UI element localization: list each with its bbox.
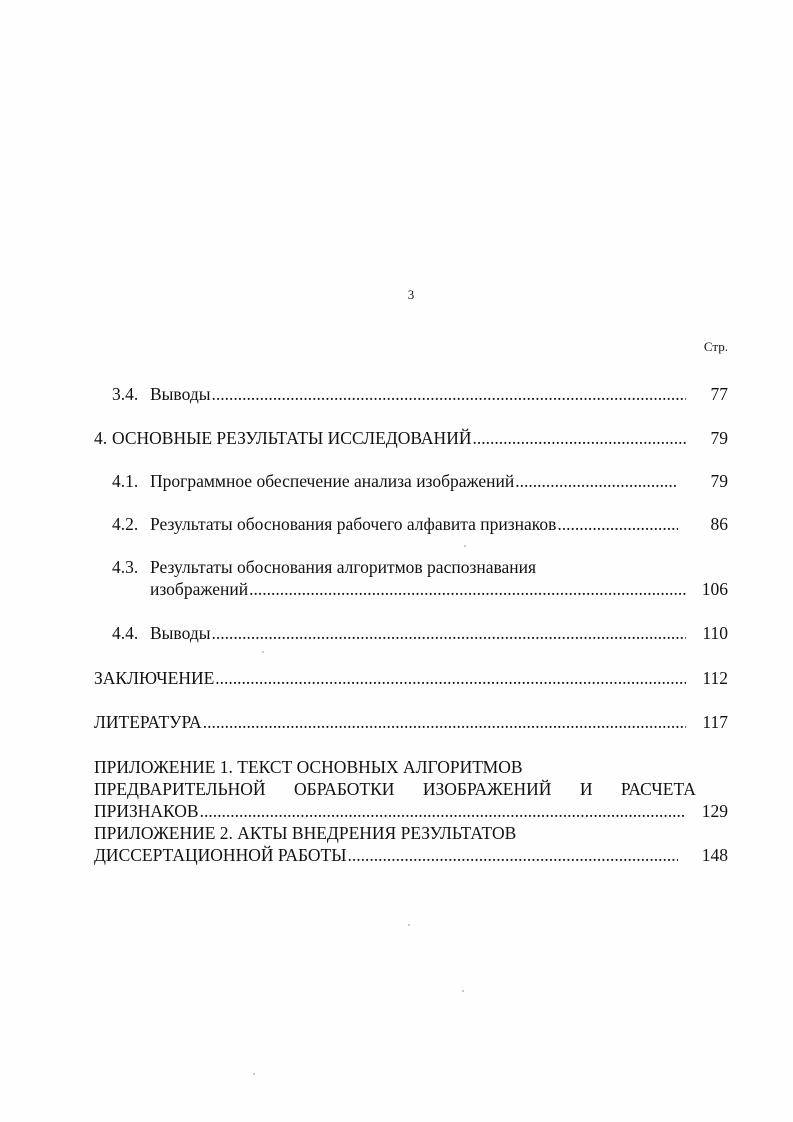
toc-entry-title-line2: изображений: [150, 579, 249, 599]
toc-entry-number: 4.2.: [112, 514, 139, 534]
dot-leader: [203, 711, 686, 733]
scan-speck: [262, 651, 264, 653]
title-word: И: [579, 779, 593, 799]
title-word: ИЗОБРАЖЕНИЙ: [422, 779, 552, 799]
toc-entry-title: ЛИТЕРАТУРА: [94, 712, 202, 732]
toc-entry-literature: [94, 711, 728, 733]
scan-speck: [253, 1073, 255, 1075]
scan-speck: [464, 545, 466, 547]
toc-entry-4-2: [112, 513, 728, 535]
toc-entry-page: 79: [710, 428, 728, 448]
dot-leader: [348, 844, 678, 866]
toc-entry-page: 110: [702, 623, 728, 643]
toc-entry-title: ОСНОВНЫЕ РЕЗУЛЬТАТЫ ИССЛЕДОВАНИЙ: [112, 428, 472, 448]
dot-leader: [211, 622, 686, 644]
toc-entry-title-line1: ПРИЛОЖЕНИЕ 2. АКТЫ ВНЕДРЕНИЯ РЕЗУЛЬТАТОВ: [94, 823, 517, 843]
toc-entry-title-line2: [94, 778, 696, 800]
toc-entry-page: 129: [701, 801, 728, 821]
toc-entry-number: 4.: [94, 428, 108, 448]
title-word: ПРЕДВАРИТЕЛЬНОЙ: [94, 779, 266, 799]
toc-entry-page: 112: [702, 668, 728, 688]
toc-entry-number: 4.4.: [112, 623, 139, 643]
title-word: ОБРАБОТКИ: [294, 779, 395, 799]
dot-leader: [200, 800, 686, 822]
toc-entry-appendix-1: [94, 756, 728, 822]
toc-entry-number: 3.4.: [112, 384, 139, 404]
toc-entry-page: 86: [710, 514, 728, 534]
toc-entry-3-4: [112, 383, 728, 405]
toc-entry-page: 79: [710, 471, 728, 491]
scan-speck: [462, 990, 464, 992]
toc-entry-4-1: [112, 470, 728, 492]
page-number: 3: [407, 287, 415, 302]
toc-entry-page: 106: [701, 579, 728, 599]
toc-entry-4: [94, 427, 728, 449]
toc-entry-title-line3: ПРИЗНАКОВ: [94, 801, 199, 821]
toc-entry-title-line1: ПРИЛОЖЕНИЕ 1. ТЕКСТ ОСНОВНЫХ АЛГОРИТМОВ: [94, 757, 523, 777]
dot-leader: [215, 667, 686, 689]
toc-entry-title: Выводы: [150, 623, 211, 643]
toc-entry-title: Программное обеспечение анализа изображений: [150, 471, 515, 491]
dot-leader: [211, 383, 686, 405]
toc-entry-title-line2: ДИССЕРТАЦИОННОЙ РАБОТЫ: [94, 845, 347, 865]
dot-leader: [557, 513, 678, 535]
toc-entry-appendix-2: [94, 822, 728, 866]
toc-entry-title: ЗАКЛЮЧЕНИЕ: [94, 668, 215, 688]
toc-entry-page: 77: [710, 384, 728, 404]
toc-entry-number: 4.3.: [112, 557, 139, 577]
toc-entry-title: Результаты обоснования рабочего алфавита признаков: [150, 514, 557, 534]
toc-entry-conclusion: [94, 667, 728, 689]
toc-entry-page: 117: [702, 712, 728, 732]
toc-entry-title-line1: Результаты обоснования алгоритмов распознавания: [150, 557, 537, 577]
title-word: РАСЧЕТА: [620, 779, 696, 799]
pages-column-label: Стр.: [703, 339, 728, 354]
dot-leader: [249, 578, 686, 600]
scan-speck: [408, 924, 410, 926]
toc-entry-title: Выводы: [150, 384, 211, 404]
dot-leader: [472, 427, 686, 449]
dot-leader: [515, 470, 678, 492]
toc-entry-number: 4.1.: [112, 471, 139, 491]
toc-entry-4-3: [112, 556, 728, 600]
toc-entry-page: 148: [701, 845, 728, 865]
toc-entry-4-4: [112, 622, 728, 644]
